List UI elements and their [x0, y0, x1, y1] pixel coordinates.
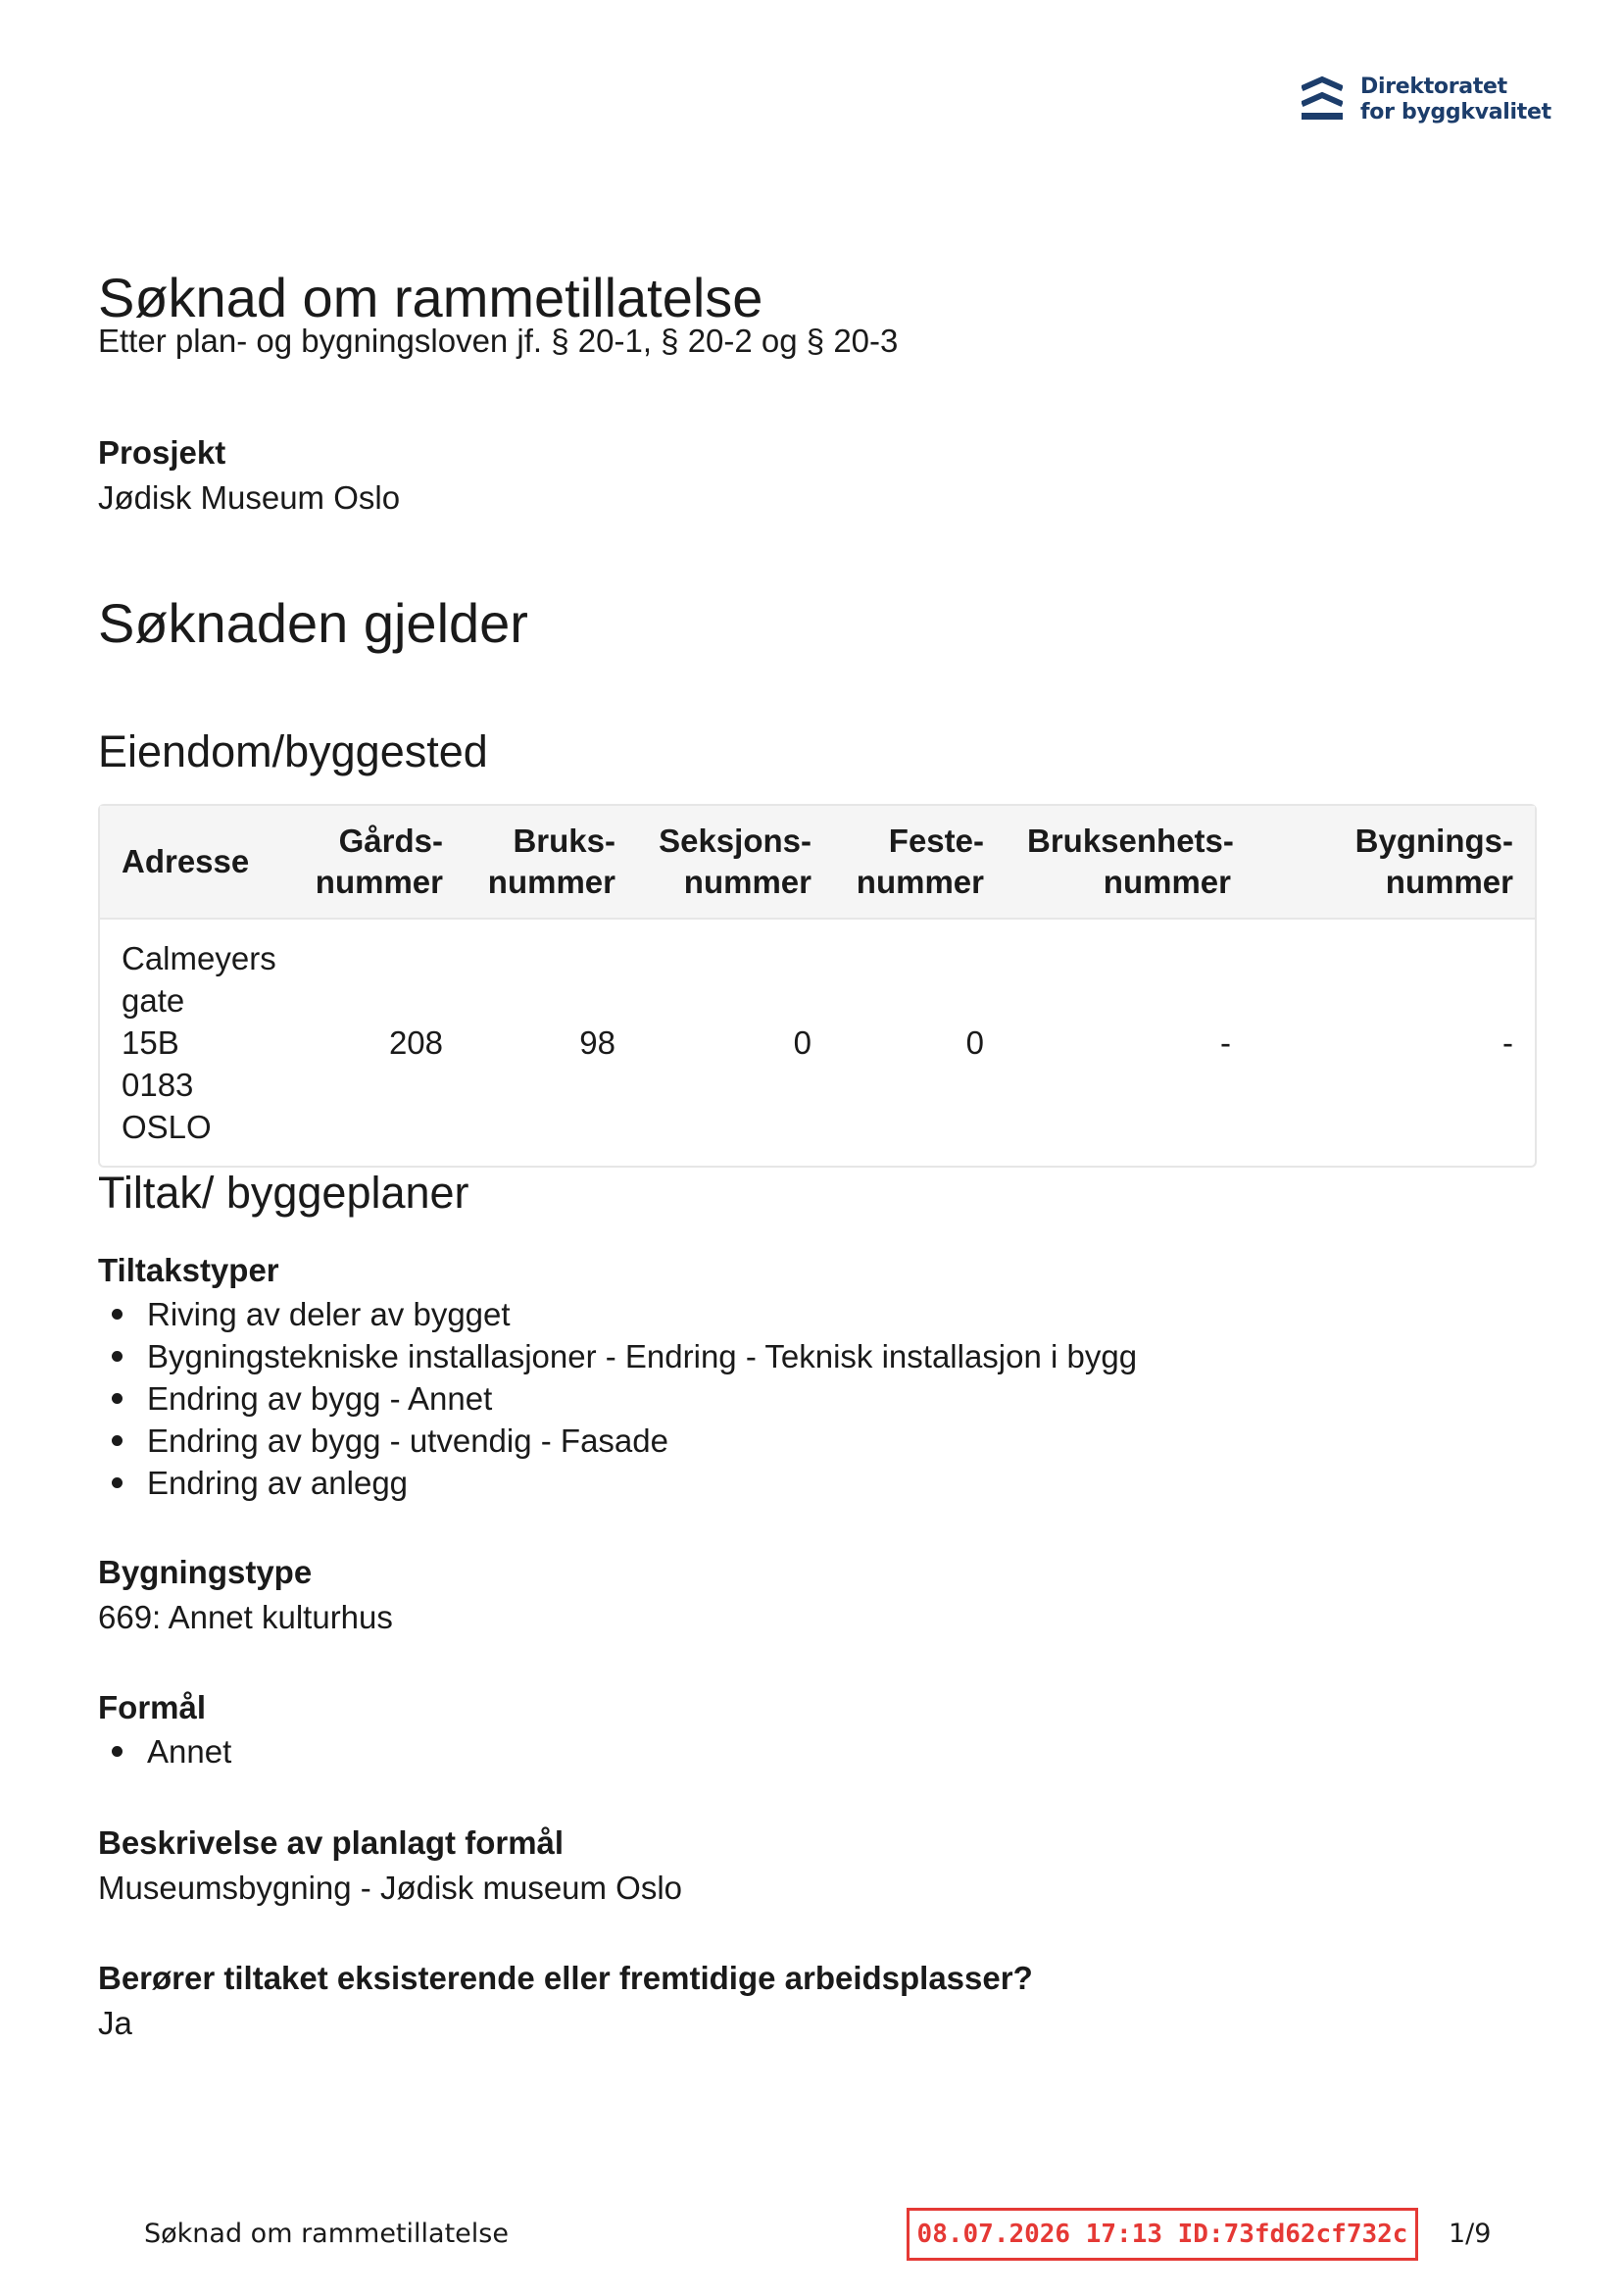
formal-list — [98, 1730, 231, 1772]
tiltakstyper-list — [98, 1293, 1137, 1504]
project-value: Jødisk Museum Oslo — [98, 479, 401, 516]
tiltak-heading: Tiltak/ byggeplaner — [98, 1168, 469, 1218]
logo-line1: Direktoratet — [1360, 75, 1507, 99]
document-subtitle: Etter plan- og bygningsloven jf. § 20-1, § 20-2 og § 20-3 — [98, 323, 899, 359]
bygningstype-value: 669: Annet kulturhus — [98, 1599, 393, 1635]
arbeidsplasser-value: Ja — [98, 2005, 132, 2041]
header-festenummer: Feste- nummer — [833, 806, 1006, 919]
cell-festenummer: 0 — [965, 1024, 984, 1061]
logo — [1302, 75, 1551, 125]
logo-line2: for byggkvalitet — [1360, 100, 1551, 125]
header-bruksnummer: Bruks- nummer — [465, 806, 637, 919]
header-gardsnummer: Gårds- nummer — [288, 806, 465, 919]
header-seksjonsnummer: Seksjons- nummer — [637, 806, 833, 919]
list-item: Bygningstekniske installasjoner - Endring - Teknisk installasjon i bygg — [98, 1335, 1137, 1377]
logo-text — [1360, 75, 1551, 125]
page-number: 1/9 — [1449, 2219, 1492, 2249]
property-heading: Eiendom/byggested — [98, 726, 488, 776]
project-label: Prosjekt — [98, 434, 226, 471]
timestamp-stamp: 08.07.2026 17:13 ID:73fd62cf732c — [907, 2208, 1418, 2261]
property-table — [98, 804, 1537, 1168]
beskrivelse-label: Beskrivelse av planlagt formål — [98, 1824, 565, 1861]
list-item: Annet — [98, 1730, 231, 1772]
cell-seksjonsnummer: 0 — [793, 1024, 812, 1061]
table-row — [100, 919, 1535, 1166]
table-header-row — [100, 806, 1535, 919]
formal-label: Formål — [98, 1689, 207, 1725]
cell-address: Calmeyers gate 15B 0183 OSLO — [122, 940, 276, 1145]
document-title: Søknad om rammetillatelse — [98, 267, 763, 328]
cell-gardsnummer: 208 — [388, 1024, 443, 1061]
cell-bygningsnummer: - — [1502, 1024, 1513, 1061]
bygningstype-label: Bygningstype — [98, 1554, 313, 1590]
list-item: Endring av bygg - utvendig - Fasade — [98, 1420, 1137, 1462]
section-heading: Søknaden gjelder — [98, 592, 528, 654]
beskrivelse-value: Museumsbygning - Jødisk museum Oslo — [98, 1870, 683, 1906]
cell-bruksenhetsnummer: - — [1220, 1024, 1231, 1061]
tiltakstyper-label: Tiltakstyper — [98, 1252, 279, 1288]
header-bygningsnummer: Bygnings- nummer — [1253, 806, 1535, 919]
list-item: Endring av anlegg — [98, 1462, 1137, 1504]
cell-bruksnummer: 98 — [579, 1024, 615, 1061]
dibk-chevron-logo-icon — [1302, 75, 1343, 125]
arbeidsplasser-label: Berører tiltaket eksisterende eller fremtidige arbeidsplasser? — [98, 1960, 1033, 1996]
header-bruksenhetsnummer: Bruksenhets- nummer — [1006, 806, 1253, 919]
header-adresse: Adresse — [100, 806, 288, 919]
list-item: Riving av deler av bygget — [98, 1293, 1137, 1335]
list-item: Endring av bygg - Annet — [98, 1377, 1137, 1420]
footer-title: Søknad om rammetillatelse — [144, 2219, 509, 2249]
